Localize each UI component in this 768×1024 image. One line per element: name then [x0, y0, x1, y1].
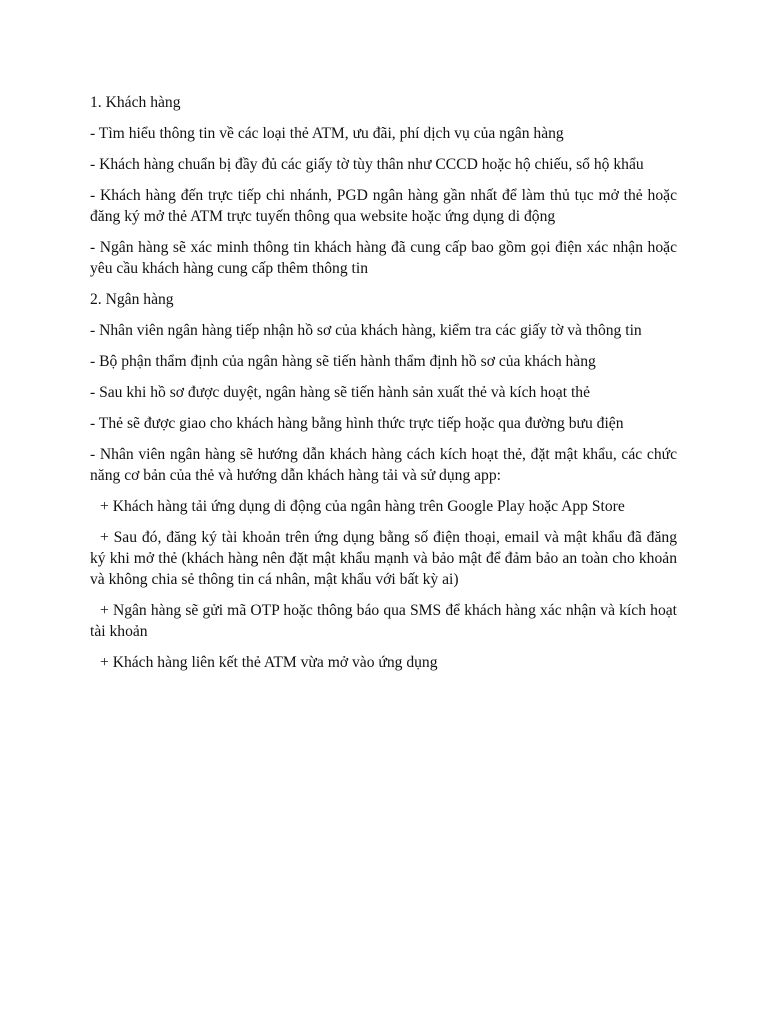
sub-item: + Khách hàng liên kết thẻ ATM vừa mở vào ứng dụng	[100, 654, 438, 671]
paragraph: - Sau khi hồ sơ được duyệt, ngân hàng sẽ tiến hành sản xuất thẻ và kích hoạt thẻ	[90, 384, 591, 401]
paragraph: - Nhân viên ngân hàng sẽ hướng dẫn khách hàng cách kích hoạt thẻ, đặt mật khẩu, các chức năng cơ bản của thẻ và hướng dẫn khách hàng tải và sử dụng app:	[90, 446, 677, 484]
sub-item: + Khách hàng tải ứng dụng di động của ngân hàng trên Google Play hoặc App Store	[100, 498, 625, 515]
paragraph: - Tìm hiểu thông tin về các loại thẻ ATM, ưu đãi, phí dịch vụ của ngân hàng	[90, 125, 564, 142]
document-body	[90, 92, 677, 683]
sub-item: + Ngân hàng sẽ gửi mã OTP hoặc thông báo qua SMS để khách hàng xác nhận và kích hoạt tài khoản	[90, 602, 677, 640]
paragraph: - Khách hàng đến trực tiếp chi nhánh, PGD ngân hàng gần nhất để làm thủ tục mở thẻ hoặc đăng ký mở thẻ ATM trực tuyến thông qua website hoặc ứng dụng di động	[90, 187, 677, 225]
paragraph: - Khách hàng chuẩn bị đầy đủ các giấy tờ tùy thân như CCCD hoặc hộ chiếu, sổ hộ khẩu	[90, 156, 644, 173]
section-heading-customer: 1. Khách hàng	[90, 94, 181, 111]
paragraph: - Bộ phận thẩm định của ngân hàng sẽ tiến hành thẩm định hồ sơ của khách hàng	[90, 353, 596, 370]
section-heading-bank: 2. Ngân hàng	[90, 291, 174, 308]
paragraph: - Ngân hàng sẽ xác minh thông tin khách hàng đã cung cấp bao gồm gọi điện xác nhận hoặc yêu cầu khách hàng cung cấp thêm thông tin	[90, 239, 677, 277]
paragraph: - Thẻ sẽ được giao cho khách hàng bằng hình thức trực tiếp hoặc qua đường bưu điện	[90, 415, 624, 432]
paragraph: - Nhân viên ngân hàng tiếp nhận hồ sơ của khách hàng, kiểm tra các giấy tờ và thông tin	[90, 322, 642, 339]
sub-item: + Sau đó, đăng ký tài khoản trên ứng dụng bằng số điện thoại, email và mật khẩu đã đăng ký khi mở thẻ (khách hàng nên đặt mật khẩu mạnh và bảo mật để đảm bảo an toàn cho khoản và không chia sẻ thông tin cá nhân, mật khẩu với bất kỳ ai)	[90, 529, 677, 588]
